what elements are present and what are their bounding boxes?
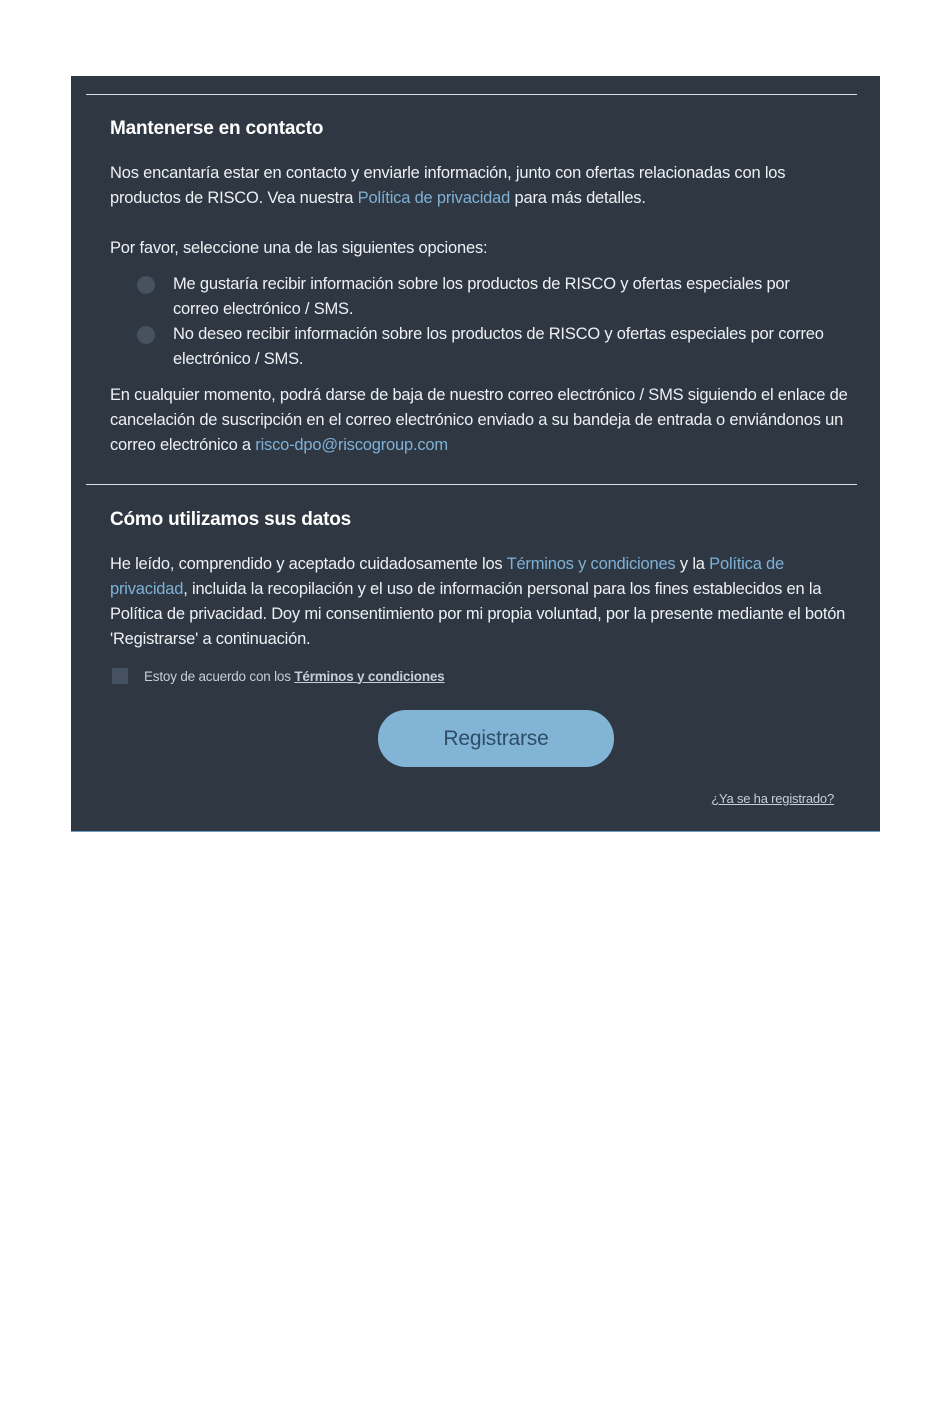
unsubscribe-body: En cualquier momento, podrá darse de baja de nuestro correo electrónico / SMS siguiendo el enlace de cancelación de suscripción en el correo electrónico enviado a su bandeja de entrada o enviándonos un correo electrónico a <box>110 386 848 454</box>
dpo-email-link[interactable]: risco-dpo@riscogroup.com <box>255 436 448 454</box>
consent-text-part-1: He leído, comprendido y aceptado cuidadosamente los <box>110 555 507 573</box>
terms-checkbox[interactable] <box>112 668 128 684</box>
option-opt-in[interactable] <box>137 272 856 322</box>
options-prompt: Por favor, seleccione una de las siguientes opciones: <box>110 239 488 257</box>
registration-panel <box>71 76 880 832</box>
top-divider <box>86 94 857 95</box>
terms-agreement-row[interactable] <box>112 668 856 684</box>
opt-in-label: Me gustaría recibir información sobre los productos de RISCO y ofertas especiales por correo electrónico / SMS. <box>173 275 790 318</box>
contact-options <box>110 272 856 372</box>
consent-text-part-2: y la <box>675 555 710 573</box>
consent-text-part-3: , incluida la recopilación y el uso de información personal para los fines establecidos en la Política de privacidad. Doy mi consentimiento por mi propia voluntad, por la presente mediante el botón 'Registrarse' a continuación. <box>110 580 846 648</box>
already-registered-link[interactable]: ¿Ya se ha registrado? <box>711 791 834 806</box>
data-usage-title: Cómo utilizamos sus datos <box>110 509 351 530</box>
opt-in-radio[interactable] <box>137 276 155 294</box>
agree-prefix: Estoy de acuerdo con los <box>144 668 295 684</box>
agree-terms-link[interactable]: Términos y condiciones <box>294 668 445 684</box>
consent-text <box>110 552 856 652</box>
opt-out-radio[interactable] <box>137 326 155 344</box>
opt-out-label: No deseo recibir información sobre los productos de RISCO y ofertas especiales por correo electrónico / SMS. <box>173 325 824 368</box>
contact-intro <box>110 161 856 211</box>
option-opt-out[interactable] <box>137 322 856 372</box>
privacy-policy-link-2[interactable]: Política de privacidad <box>110 555 785 598</box>
unsubscribe-text <box>110 383 856 458</box>
terms-link[interactable]: Términos y condiciones <box>506 555 676 573</box>
register-button[interactable]: Registrarse <box>378 710 614 767</box>
data-usage-section <box>110 507 856 684</box>
contact-section <box>110 116 856 458</box>
section-divider <box>86 484 857 485</box>
contact-intro-text: Nos encantaría estar en contacto y enviarle información, junto con ofertas relacionadas con los productos de RISCO. Vea nuestra <box>110 164 786 207</box>
privacy-policy-link[interactable]: Política de privacidad <box>357 189 511 207</box>
contact-title: Mantenerse en contacto <box>110 118 324 139</box>
contact-intro-text-end: para más detalles. <box>510 189 646 207</box>
terms-agreement-label <box>144 669 444 684</box>
